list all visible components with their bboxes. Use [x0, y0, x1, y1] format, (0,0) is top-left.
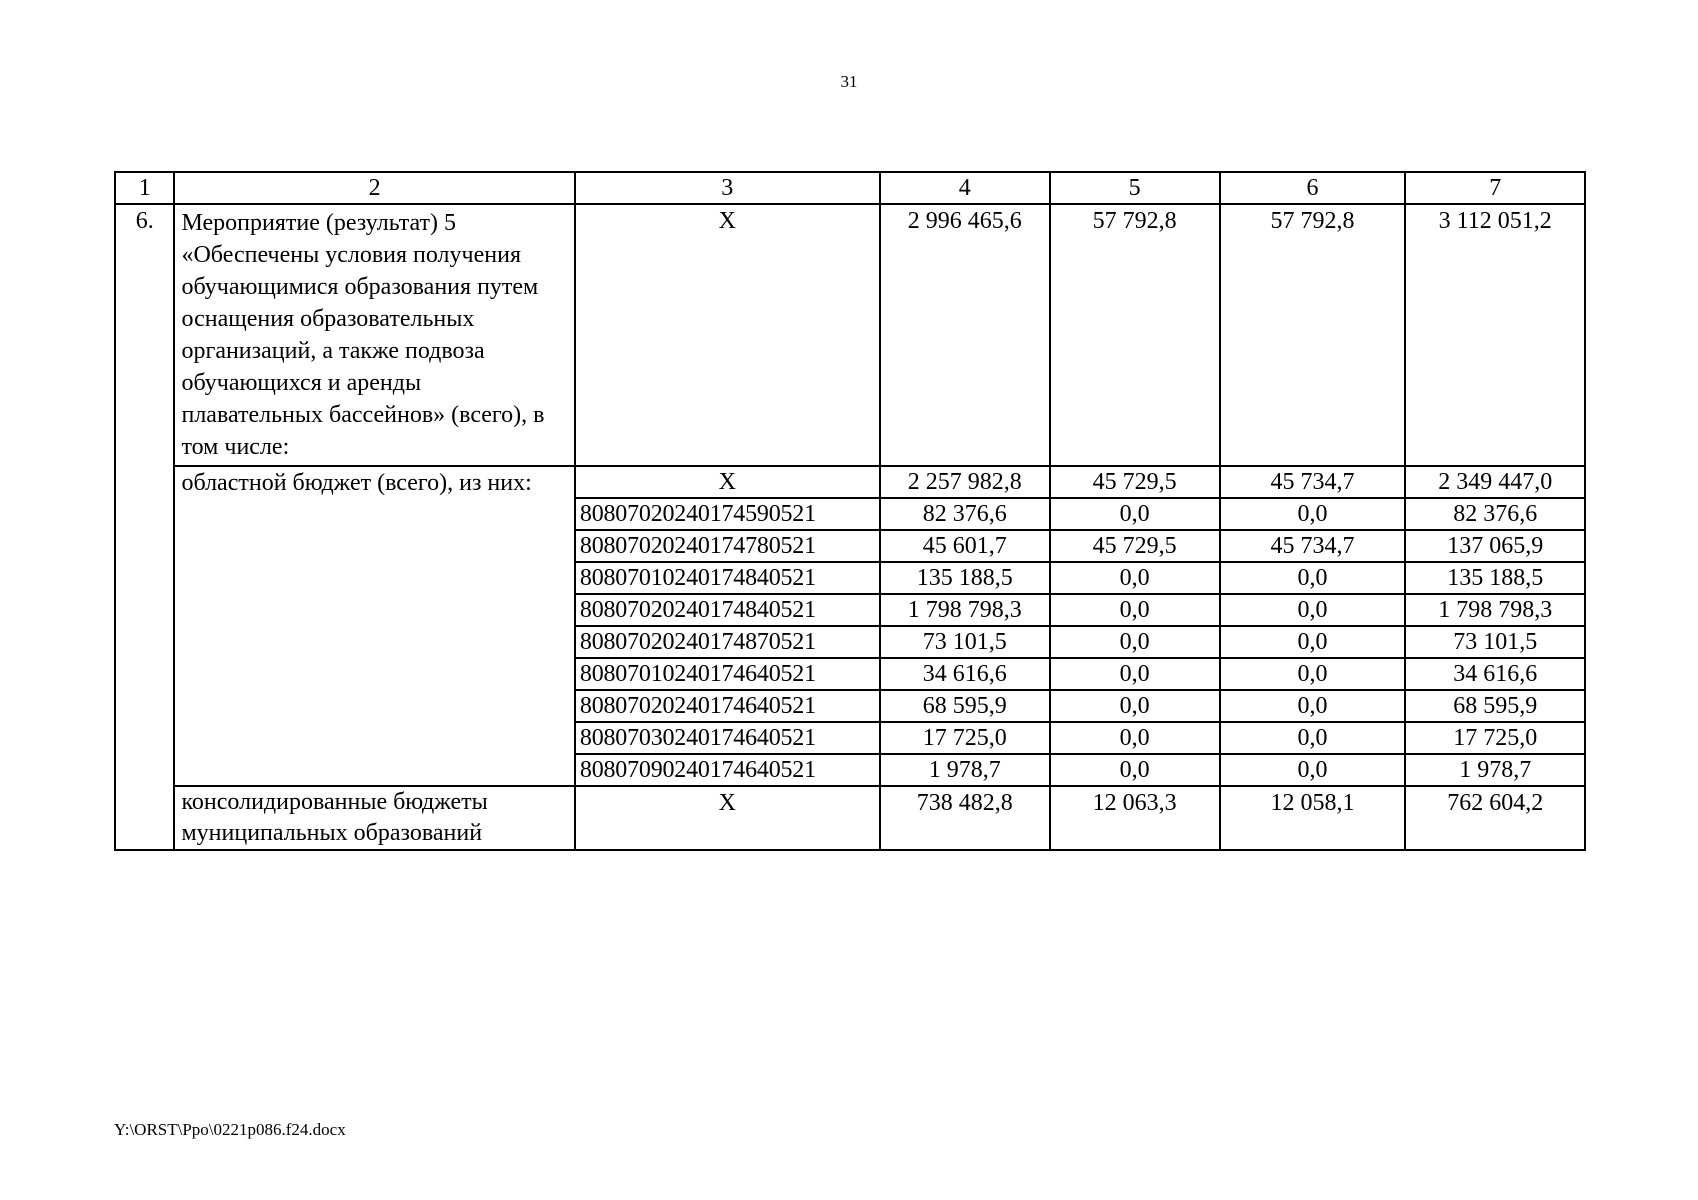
- main-value-6: 57 792,8: [1220, 204, 1406, 466]
- budget-code: 80807020240174780521: [575, 530, 880, 562]
- regional-value-4: 2 257 982,8: [880, 466, 1050, 498]
- value-5: 0,0: [1050, 562, 1220, 594]
- value-6: 0,0: [1220, 562, 1406, 594]
- main-value-7: 3 112 051,2: [1405, 204, 1585, 466]
- budget-code: 80807020240174870521: [575, 626, 880, 658]
- value-5: 0,0: [1050, 658, 1220, 690]
- municipal-value-5: 12 063,3: [1050, 786, 1220, 850]
- value-7: 82 376,6: [1405, 498, 1585, 530]
- table-row-regional: [115, 466, 1585, 498]
- value-7: 34 616,6: [1405, 658, 1585, 690]
- value-5: 0,0: [1050, 754, 1220, 786]
- file-path: Y:\ORST\Ppo\0221p086.f24.docx: [114, 1120, 346, 1139]
- value-6: 0,0: [1220, 658, 1406, 690]
- value-6: 0,0: [1220, 754, 1406, 786]
- budget-code: 80807020240174640521: [575, 690, 880, 722]
- main-code: Х: [575, 204, 880, 466]
- value-6: 0,0: [1220, 594, 1406, 626]
- municipal-value-6: 12 058,1: [1220, 786, 1406, 850]
- header-cell-3: 3: [575, 172, 880, 204]
- header-cell-2: 2: [174, 172, 574, 204]
- value-4: 73 101,5: [880, 626, 1050, 658]
- value-6: 0,0: [1220, 722, 1406, 754]
- value-6: 45 734,7: [1220, 530, 1406, 562]
- main-value-5: 57 792,8: [1050, 204, 1220, 466]
- row-number: 6.: [115, 204, 174, 850]
- value-5: 0,0: [1050, 722, 1220, 754]
- header-cell-6: 6: [1220, 172, 1406, 204]
- municipal-value-7: 762 604,2: [1405, 786, 1585, 850]
- value-5: 45 729,5: [1050, 530, 1220, 562]
- main-value-4: 2 996 465,6: [880, 204, 1050, 466]
- value-5: 0,0: [1050, 594, 1220, 626]
- table-row-main: [115, 204, 1585, 466]
- regional-value-6: 45 734,7: [1220, 466, 1406, 498]
- municipal-code: Х: [575, 786, 880, 850]
- budget-code: 80807020240174590521: [575, 498, 880, 530]
- value-4: 135 188,5: [880, 562, 1050, 594]
- value-7: 68 595,9: [1405, 690, 1585, 722]
- value-4: 1 978,7: [880, 754, 1050, 786]
- value-4: 45 601,7: [880, 530, 1050, 562]
- table-row-municipal: [115, 786, 1585, 850]
- budget-code: 80807090240174640521: [575, 754, 880, 786]
- regional-value-5: 45 729,5: [1050, 466, 1220, 498]
- value-7: 17 725,0: [1405, 722, 1585, 754]
- municipal-value-4: 738 482,8: [880, 786, 1050, 850]
- value-4: 34 616,6: [880, 658, 1050, 690]
- value-7: 73 101,5: [1405, 626, 1585, 658]
- budget-table: [114, 171, 1586, 851]
- value-6: 0,0: [1220, 498, 1406, 530]
- regional-value-7: 2 349 447,0: [1405, 466, 1585, 498]
- budget-code: 80807010240174840521: [575, 562, 880, 594]
- budget-code: 80807010240174640521: [575, 658, 880, 690]
- value-4: 17 725,0: [880, 722, 1050, 754]
- value-7: 135 188,5: [1405, 562, 1585, 594]
- header-cell-4: 4: [880, 172, 1050, 204]
- value-5: 0,0: [1050, 690, 1220, 722]
- regional-code: Х: [575, 466, 880, 498]
- value-7: 1 798 798,3: [1405, 594, 1585, 626]
- header-cell-5: 5: [1050, 172, 1220, 204]
- table-header-row: [115, 172, 1585, 204]
- regional-budget-label: областной бюджет (всего), из них:: [174, 466, 574, 786]
- budget-code: 80807020240174840521: [575, 594, 880, 626]
- municipal-budget-label: консолидированные бюджеты муниципальных образований: [174, 786, 574, 850]
- measure-name: Мероприятие (результат) 5 «Обеспечены условия получения обучающимися образования путем оснащения образовательных организаций, а также подвоза обучающихся и аренды плавательных бассейнов» (всего), в том числе:: [174, 204, 574, 466]
- value-4: 1 798 798,3: [880, 594, 1050, 626]
- budget-code: 80807030240174640521: [575, 722, 880, 754]
- value-7: 1 978,7: [1405, 754, 1585, 786]
- value-5: 0,0: [1050, 498, 1220, 530]
- value-6: 0,0: [1220, 690, 1406, 722]
- page-number: 31: [840, 72, 858, 91]
- header-cell-7: 7: [1405, 172, 1585, 204]
- value-4: 68 595,9: [880, 690, 1050, 722]
- value-5: 0,0: [1050, 626, 1220, 658]
- value-6: 0,0: [1220, 626, 1406, 658]
- value-7: 137 065,9: [1405, 530, 1585, 562]
- header-cell-1: 1: [115, 172, 174, 204]
- value-4: 82 376,6: [880, 498, 1050, 530]
